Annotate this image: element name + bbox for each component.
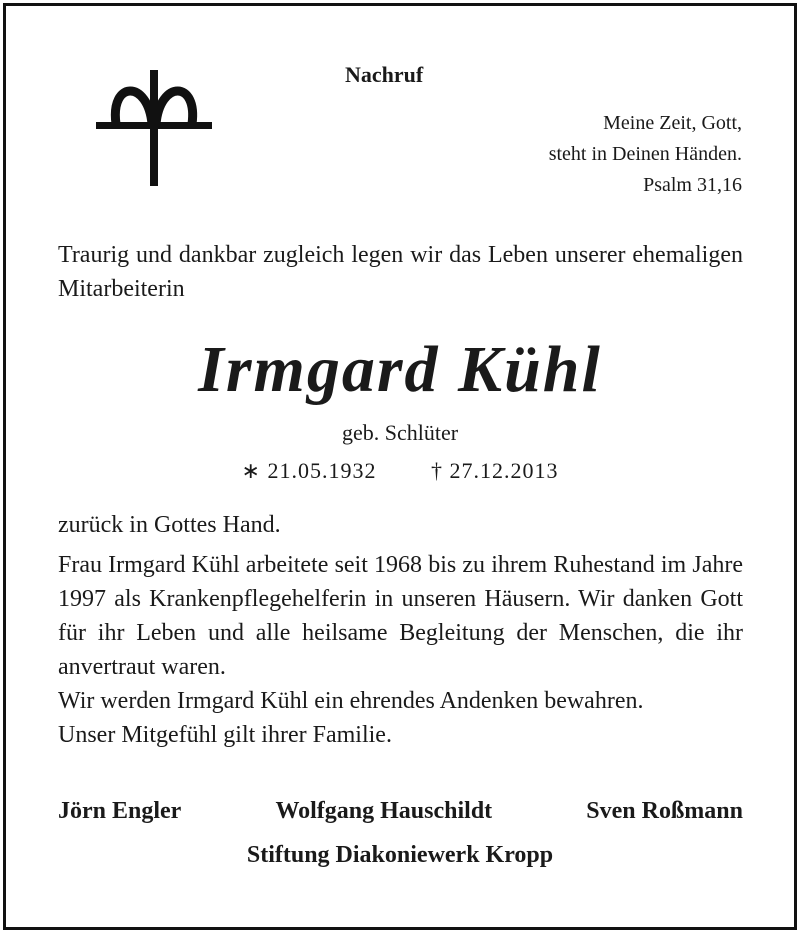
deceased-name: Irmgard Kühl: [198, 333, 602, 406]
bible-verse: [549, 108, 742, 201]
obituary-title: Nachruf: [345, 62, 424, 87]
intro-text: Traurig und dankbar zugleich legen wir das Leben unserer ehemaligen Mitarbeiterin: [58, 242, 743, 302]
body-paragraph: Unser Mitgefühl gilt ihrer Familie.: [58, 722, 392, 748]
signer-name: Jörn Engler: [58, 798, 182, 824]
body-paragraph: Wir werden Irmgard Kühl ein ehrendes Andenken bewahren.: [58, 688, 644, 714]
obituary-body: [58, 508, 743, 752]
organization-name: Stiftung Diakoniewerk Kropp: [246, 842, 554, 868]
verse-reference: Psalm 31,16: [643, 174, 742, 196]
verse-line: steht in Deinen Händen.: [548, 143, 742, 165]
body-paragraph: zurück in Gottes Hand.: [58, 512, 281, 538]
signer-name: Wolfgang Hauschildt: [275, 798, 493, 824]
death-date: † 27.12.2013: [430, 458, 559, 483]
birth-date: ∗ 21.05.1932: [241, 458, 377, 483]
body-paragraph: Frau Irmgard Kühl arbeitete seit 1968 bis zu ihrem Ruhestand im Jahre 1997 als Krankenpflegehelferin in unseren Häusern. Wir danken Gott für ihr Leben und alle heilsame Begleitung der Menschen, die ihr anvertraut waren.: [58, 552, 743, 680]
verse-line: Meine Zeit, Gott,: [603, 112, 742, 134]
signers: [58, 798, 743, 825]
maiden-name: geb. Schlüter: [341, 420, 459, 445]
life-dates: [0, 458, 800, 484]
signer-name: Sven Roßmann: [586, 798, 743, 824]
diakonie-cross-icon: [92, 70, 216, 188]
